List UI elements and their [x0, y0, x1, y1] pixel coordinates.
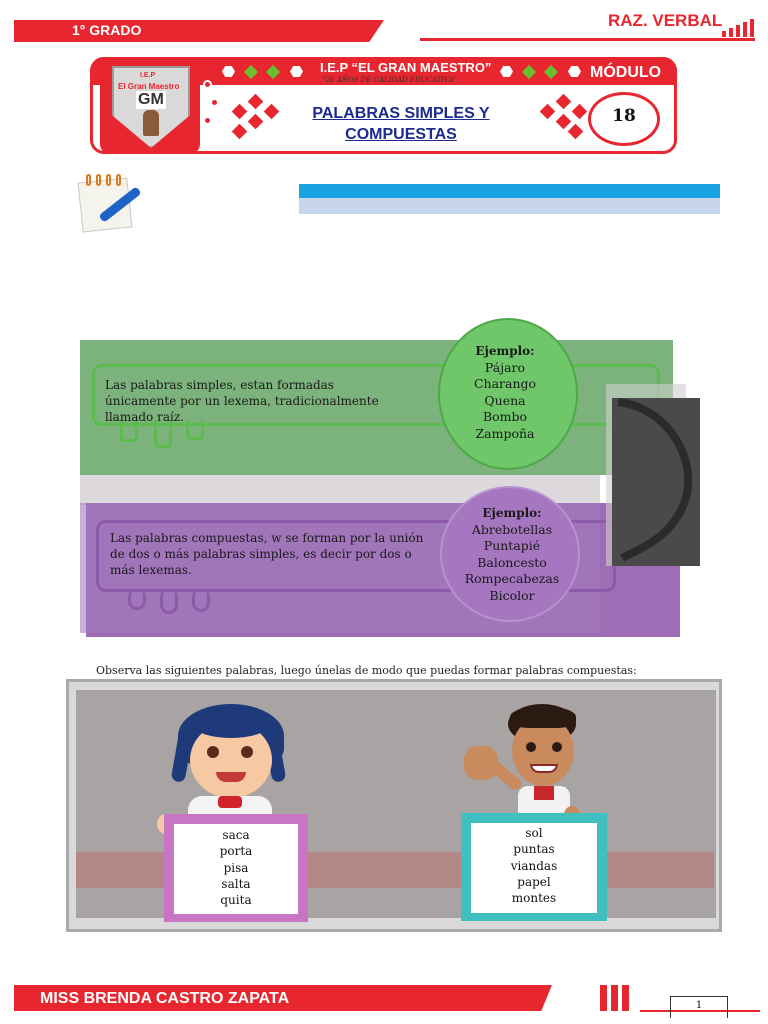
logo-text-school: El Gran Maestro — [118, 82, 180, 91]
key-tooth — [160, 588, 178, 614]
example-word: Charango — [473, 376, 537, 391]
module-label: MÓDULO — [590, 64, 662, 81]
molecule-icon — [203, 80, 212, 89]
left-word: quita — [220, 893, 252, 908]
compound-examples — [452, 505, 572, 604]
notebook-pen-icon — [76, 170, 142, 232]
example-word: Pájaro — [484, 359, 526, 375]
right-word: montes — [511, 891, 557, 906]
logo-text-iep: I.E.P — [140, 72, 156, 79]
left-word-list — [174, 827, 298, 908]
grade-label: 1° GRADO — [72, 22, 142, 38]
subject-underline — [420, 38, 755, 41]
section-bar-shade — [299, 198, 720, 214]
grade-banner — [14, 20, 384, 42]
example-word: Bombo — [482, 409, 528, 424]
left-word: porta — [219, 844, 253, 859]
simple-examples — [450, 343, 560, 442]
right-word: sol — [525, 826, 543, 840]
activity-instruction: Observa las siguientes palabras, luego únelas de modo que puedas formar palabras compuestas: — [96, 664, 637, 677]
left-word: pisa — [223, 860, 249, 875]
right-word: puntas — [513, 842, 555, 857]
school-name: I.E.P “EL GRAN MAESTRO” — [320, 60, 492, 75]
compound-example-title: Ejemplo: — [482, 506, 542, 520]
simple-example-title: Ejemplo: — [475, 344, 535, 358]
example-word: Puntapié — [483, 538, 541, 553]
example-word: Abrebotellas — [471, 521, 553, 537]
subject-label: RAZ. VERBAL — [608, 11, 723, 30]
left-word: saca — [222, 828, 250, 842]
key-curve-icon — [612, 398, 700, 566]
page-number: 1 — [695, 1000, 703, 1011]
compound-definition: Las palabras compuestas, w se forman por la unión de dos o más palabras simples, es decir por dos o más lexemas. — [110, 531, 424, 577]
example-word: Quena — [484, 392, 526, 408]
lesson-title — [290, 103, 512, 145]
simple-definition: Las palabras simples, estan formadas únicamente por un lexema, tradicionalmente llamado raíz. — [105, 378, 379, 424]
school-motto: “26 AÑOS DE CALIDAD EDUCATIVA” — [322, 76, 457, 84]
example-word: Zampoña — [475, 425, 535, 441]
key-tooth — [192, 588, 210, 612]
right-word: viandas — [510, 858, 558, 873]
decorative-stripes — [722, 18, 757, 37]
section-bar — [299, 184, 720, 198]
example-word: Bicolor — [489, 587, 535, 603]
module-number: 18 — [612, 106, 636, 126]
teacher-name: MISS BRENDA CASTRO ZAPATA — [40, 990, 290, 1007]
example-word: Rompecabezas — [464, 571, 560, 586]
key-tooth — [128, 588, 146, 610]
molecule-icon — [210, 98, 219, 107]
lesson-title-line1: PALABRAS SIMPLES Y — [312, 105, 490, 122]
logo-initials: GM — [138, 91, 164, 108]
lesson-title-line2: COMPUESTAS — [345, 126, 457, 143]
molecule-icon — [203, 116, 212, 125]
logo-figure-icon — [143, 110, 159, 136]
right-word: papel — [517, 874, 551, 889]
key-bow-graphic — [612, 398, 700, 566]
footer-stripes — [600, 985, 633, 1015]
right-word-list — [471, 825, 597, 906]
example-word: Baloncesto — [477, 554, 547, 570]
left-word: salta — [221, 876, 251, 891]
